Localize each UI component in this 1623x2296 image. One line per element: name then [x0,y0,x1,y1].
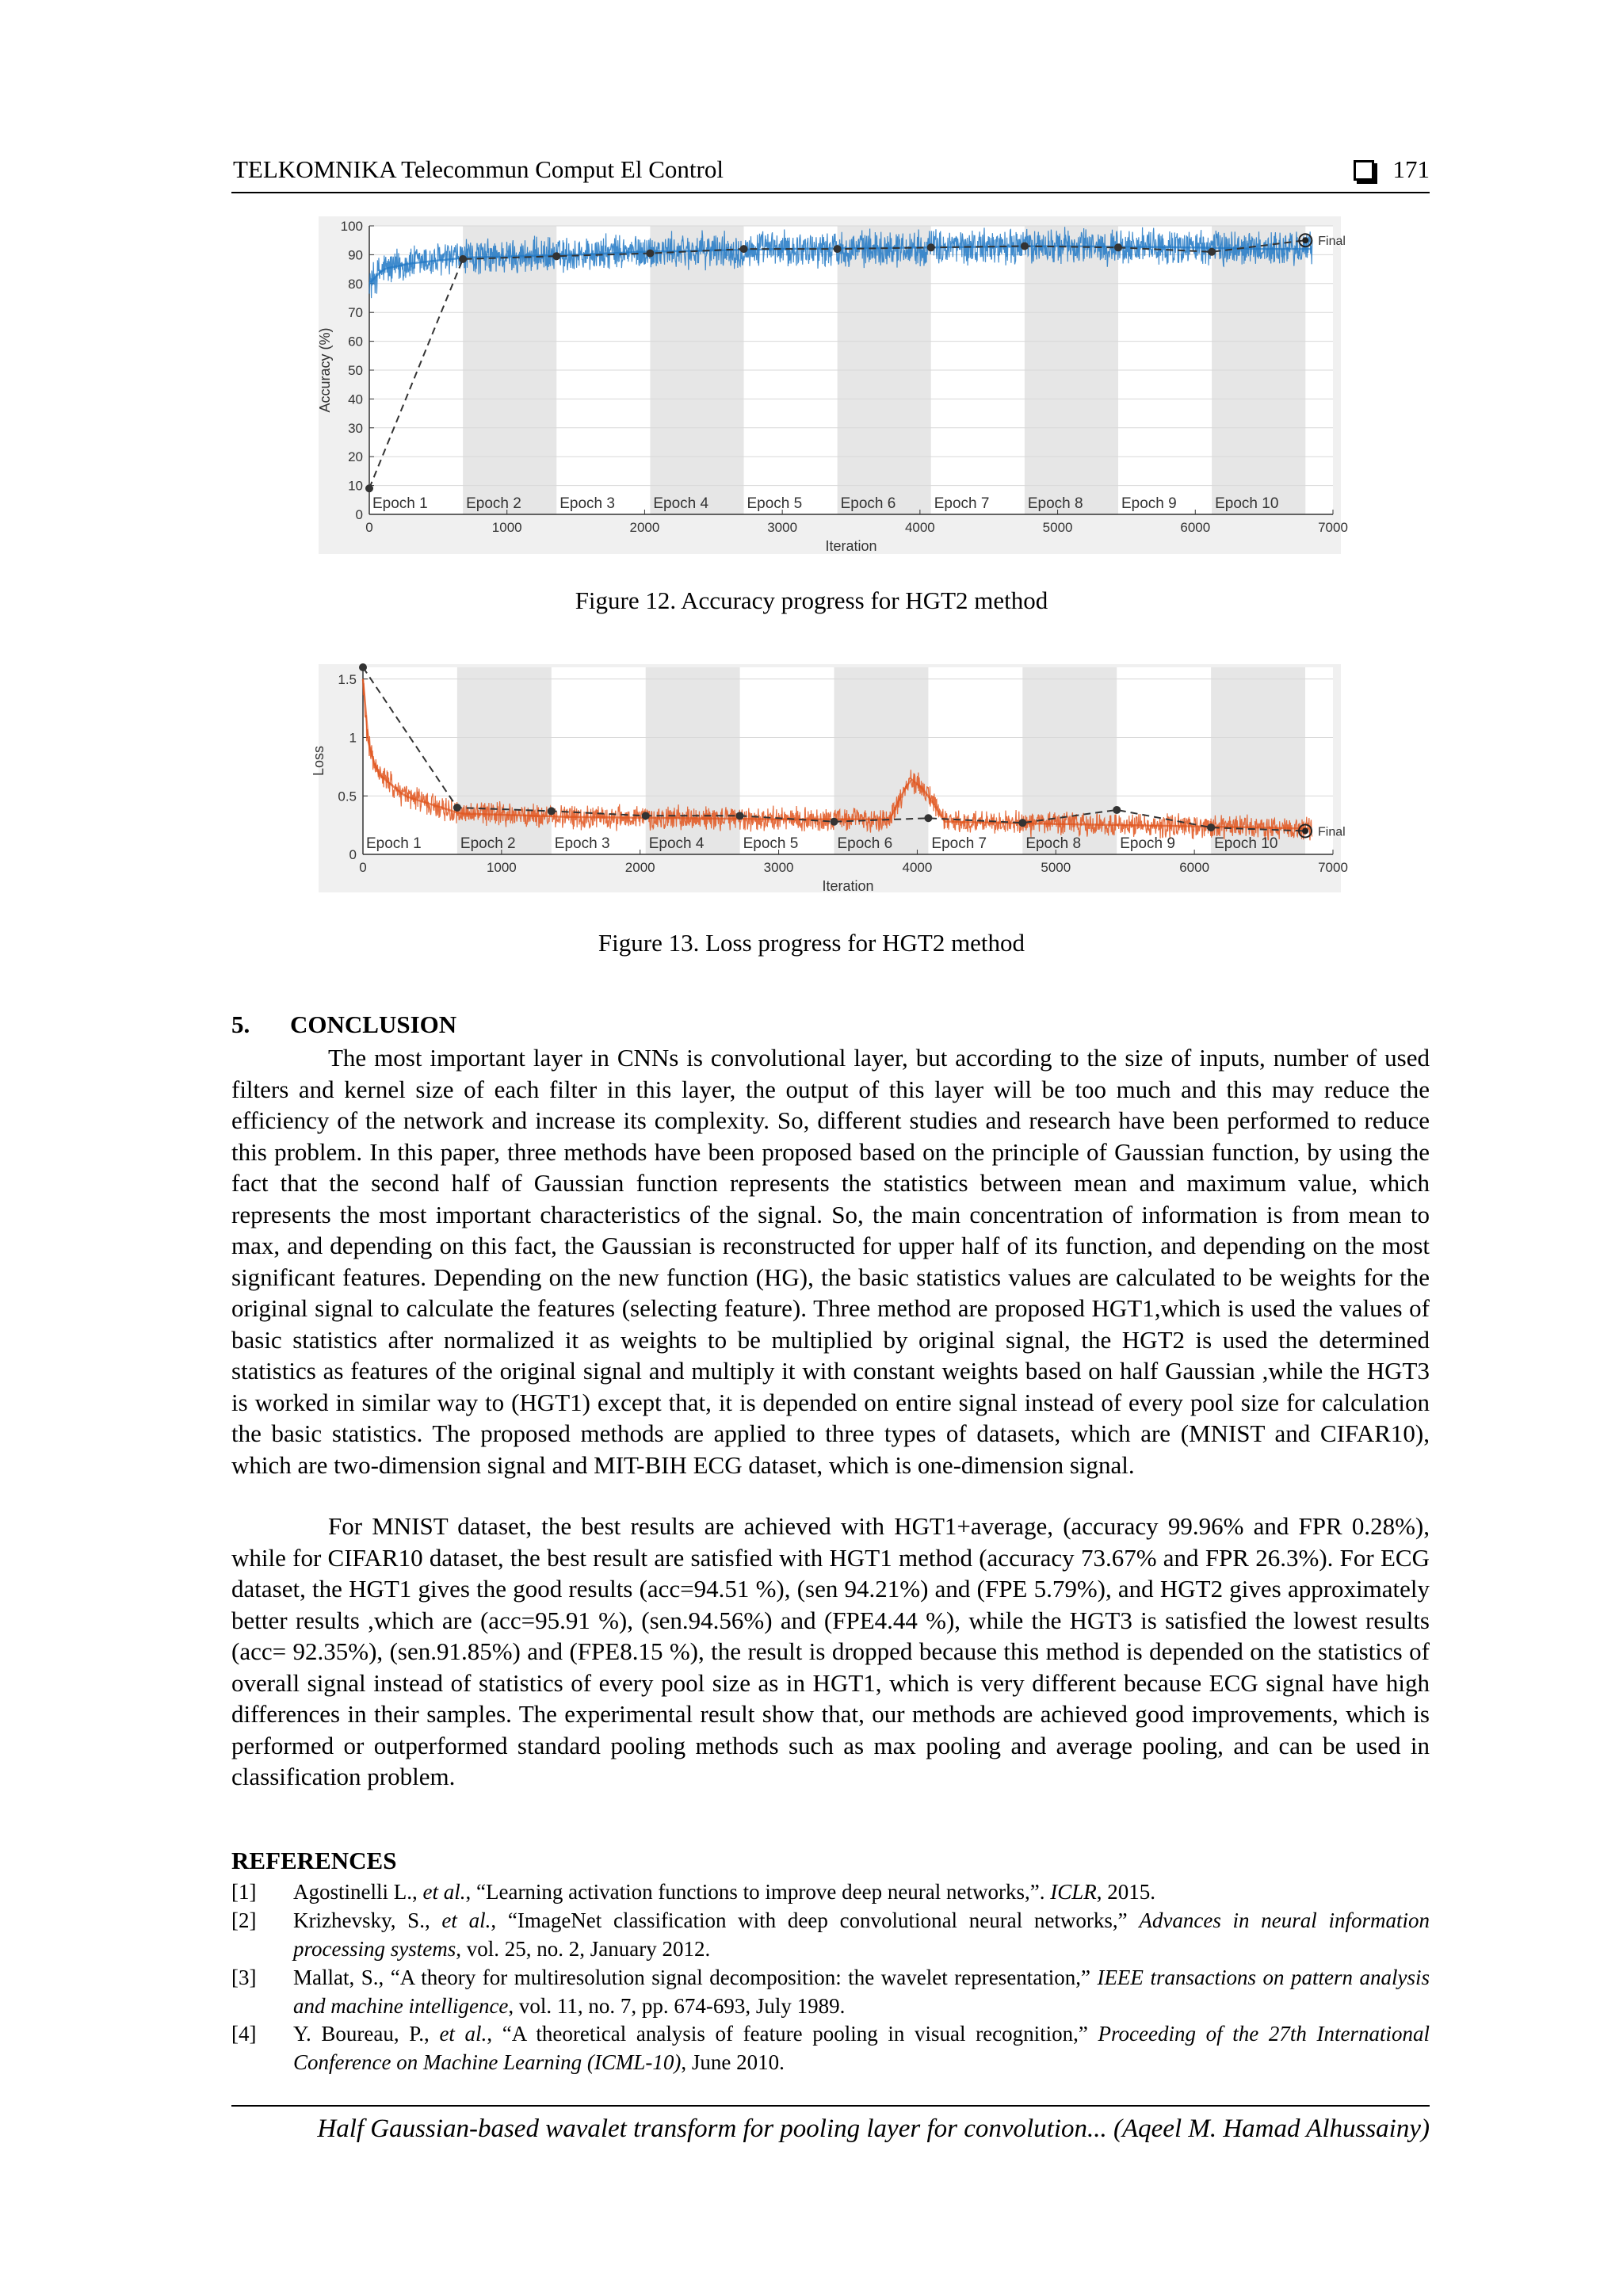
y-tick-label: 0.5 [338,789,357,804]
conclusion-text-1: The most important layer in CNNs is convolutional layer, but according to the size of inputs, number of used filters and kernel size of each filter in this layer, the output of this layer will be too much and this may reduce the efficiency of the network and increase its complexity. So, different studies and research have been performed to reduce this problem. In this paper, three methods have been proposed based on the principle of Gaussian function, by using the fact that the second half of Gaussian function represents the statistics between mean and maximum value, which represents the most important characteristics of the signal. So, the main concentration of information is from mean to max, and depending on this fact, the Gaussian is reconstructed for upper half of its function, and depending on the most significant features. Depending on the new function (HG), the basic statistics values are calculated to be weights for the original signal to calculate the features (selecting feature). Three method are proposed HGT1,which is used the values of basic statistics after normalized it as weights to be multiplied by original signal, the HGT2 is used the determined statistics as features of the original signal and multiply it with constant weights based on half Gaussian ,while the HGT3 is worked in similar way to (HGT1) except that, it is depended on entire signal instead of every pool size for calculation the basic statistics. The proposed methods are applied to three types of datasets, which are (MNIST and CIFAR10), which are two-dimension signal and MIT-BIH ECG dataset, which is one-dimension signal. [231,1044,1430,1479]
validation-point [453,804,461,812]
conclusion-text-2: For MNIST dataset, the best results are achieved with HGT1+average, (accuracy 99.96% and FPR 0.28%), while for CIFAR10 dataset, the best result are satisfied with HGT1 method (accuracy 73.67% and FPR 26.3%). For ECG dataset, the HGT1 gives the good results (acc=94.51 %), (sen 94.21%) and (FPE 5.79%), and HGT2 gives approximately better results ,which are (acc=95.91 %), (sen.94.56%) and (FPE4.44 %), while the HGT3 is satisfied the lowest results (acc= 92.35%), (sen.91.85%) and (FPE8.15 %), the result is dropped because this method is depended on the statistics of overall signal instead of statistics of every pool size as in HGT1, which is very different because ECG signal have high differences in their samples. The experimental result show that, our methods are achieved good improvements, which is performed or outperformed standard pooling methods such as max pooling and average pooling, and can be used in classification problem. [231,1512,1430,1790]
y-tick-label: 40 [348,392,363,407]
x-tick-label: 5000 [1042,520,1073,535]
page-number: 171 [1392,155,1430,183]
y-tick-label: 90 [348,247,363,263]
validation-point [548,807,556,815]
section-title: CONCLUSION [290,1010,457,1038]
conclusion-paragraph-1 [231,1042,1430,1480]
figure-12-accuracy-chart [317,216,1348,554]
reference-text: Y. Boureau, P., et al., “A theoretical analysis of feature pooling in visual recognition,” Proceeding of the 27th International Conference on Machine Learning (ICML-10), June 2010. [293,2022,1430,2074]
epoch-label: Epoch 7 [934,495,990,512]
epoch-label: Epoch 3 [559,495,615,512]
final-marker [1302,237,1308,243]
validation-point [1113,806,1121,814]
y-tick-label: 70 [348,305,363,321]
epoch-label: Epoch 6 [840,495,896,512]
y-tick-label: 50 [348,363,363,378]
validation-point [1207,823,1215,831]
x-tick-label: 4000 [902,860,933,875]
reference-number: [2] [231,1908,257,1932]
epoch-label: Epoch 4 [648,835,705,852]
x-tick-label: 6000 [1179,860,1210,875]
reference-number: [1] [231,1880,257,1904]
epoch-label: Epoch 6 [837,835,893,852]
y-tick-label: 0 [349,847,357,862]
final-marker [1302,828,1308,835]
validation-point [1018,819,1026,827]
checkbox-square-icon [1354,160,1374,181]
validation-point [552,252,560,260]
x-tick-label: 7000 [1318,520,1348,535]
y-tick-label: 100 [340,219,363,234]
section-number: 5. [231,1010,250,1038]
x-tick-label: 3000 [763,860,794,875]
epoch-label: Epoch 10 [1214,835,1278,852]
epoch-label: Epoch 2 [460,835,516,852]
reference-text: Mallat, S., “A theory for multiresolution signal decomposition: the wavelet representation,” IEEE transactions on pattern analysis and machine intelligence, vol. 11, no. 7, pp. 674-693, July 1989. [293,1966,1430,2018]
validation-point [927,243,935,251]
y-tick-label: 1 [349,730,357,746]
validation-point [646,250,654,258]
y-axis-label: Loss [311,745,327,777]
references-heading: REFERENCES [231,1847,397,1874]
reference-item [231,1907,1430,1963]
y-tick-label: 20 [348,449,363,465]
loss-chart-svg [311,664,1348,894]
figure-13-caption: Figure 13. Loss progress for HGT2 method [598,929,1025,957]
validation-point [1114,243,1122,251]
x-axis-label: Iteration [825,538,877,554]
validation-point [1021,242,1029,250]
epoch-label: Epoch 8 [1027,495,1083,512]
epoch-label: Epoch 9 [1120,835,1175,852]
validation-point [736,812,744,819]
reference-item [231,1878,1430,1907]
epoch-label: Epoch 9 [1121,495,1177,512]
validation-point [642,812,650,819]
validation-point [924,814,932,822]
epoch-label: Epoch 1 [372,495,428,512]
x-tick-label: 2000 [629,520,660,535]
x-tick-label: 1000 [486,860,517,875]
validation-point [359,663,367,671]
reference-text: Agostinelli L., et al., “Learning activation functions to improve deep neural networks,”. ICLR, 2015. [293,1880,1156,1904]
validation-point [459,255,467,263]
y-tick-label: 0 [355,507,363,522]
validation-point [834,245,842,253]
validation-point [365,484,373,492]
y-tick-label: 80 [348,276,363,292]
reference-text: Krizhevsky, S., et al., “ImageNet classification with deep convolutional neural networks,” Advances in neural information processing systems, vol. 25, no. 2, January 2012. [293,1908,1430,1961]
y-tick-label: 30 [348,420,363,436]
running-footer [231,2105,1430,2143]
x-tick-label: 7000 [1318,860,1348,875]
x-tick-label: 0 [359,860,367,875]
epoch-label: Epoch 5 [747,495,803,512]
epoch-label: Epoch 4 [653,495,709,512]
figure-13-loss-chart [311,664,1348,894]
epoch-label: Epoch 1 [366,835,422,852]
x-tick-label: 2000 [624,860,655,875]
footer-text: Half Gaussian-based wavalet transform for pooling layer for convolution... (Aqeel M. Hamad Alhussainy) [317,2115,1430,2143]
epoch-label: Epoch 10 [1215,495,1279,512]
x-tick-label: 6000 [1180,520,1211,535]
epoch-label: Epoch 7 [931,835,987,852]
epoch-label: Epoch 2 [466,495,521,512]
reference-item [231,2020,1430,2076]
section-heading-conclusion [231,1010,456,1039]
epoch-label: Epoch 3 [554,835,610,852]
x-tick-label: 4000 [904,520,935,535]
y-tick-label: 1.5 [338,671,357,687]
reference-number: [4] [231,2022,257,2046]
running-header [231,152,1430,193]
reference-number: [3] [231,1966,257,1989]
y-tick-label: 10 [348,478,363,494]
reference-item [231,1964,1430,2020]
validation-point [740,245,748,253]
y-tick-label: 60 [348,334,363,350]
epoch-shade [457,667,552,854]
epoch-label: Epoch 5 [743,835,799,852]
x-tick-label: 3000 [767,520,798,535]
accuracy-chart-svg [317,216,1348,554]
x-tick-label: 5000 [1041,860,1071,875]
x-axis-label: Iteration [822,878,874,894]
final-label: Final [1318,235,1346,249]
epoch-label: Epoch 8 [1025,835,1082,852]
final-label: Final [1318,825,1346,839]
x-tick-label: 1000 [491,520,522,535]
y-axis-label: Accuracy (%) [317,327,333,413]
figure-12-caption: Figure 12. Accuracy progress for HGT2 method [575,586,1048,614]
conclusion-paragraph-2 [231,1511,1430,1793]
journal-title: TELKOMNIKA Telecommun Comput El Control [233,155,724,183]
x-tick-label: 0 [365,520,373,535]
validation-point [831,818,838,826]
validation-point [1208,248,1216,256]
